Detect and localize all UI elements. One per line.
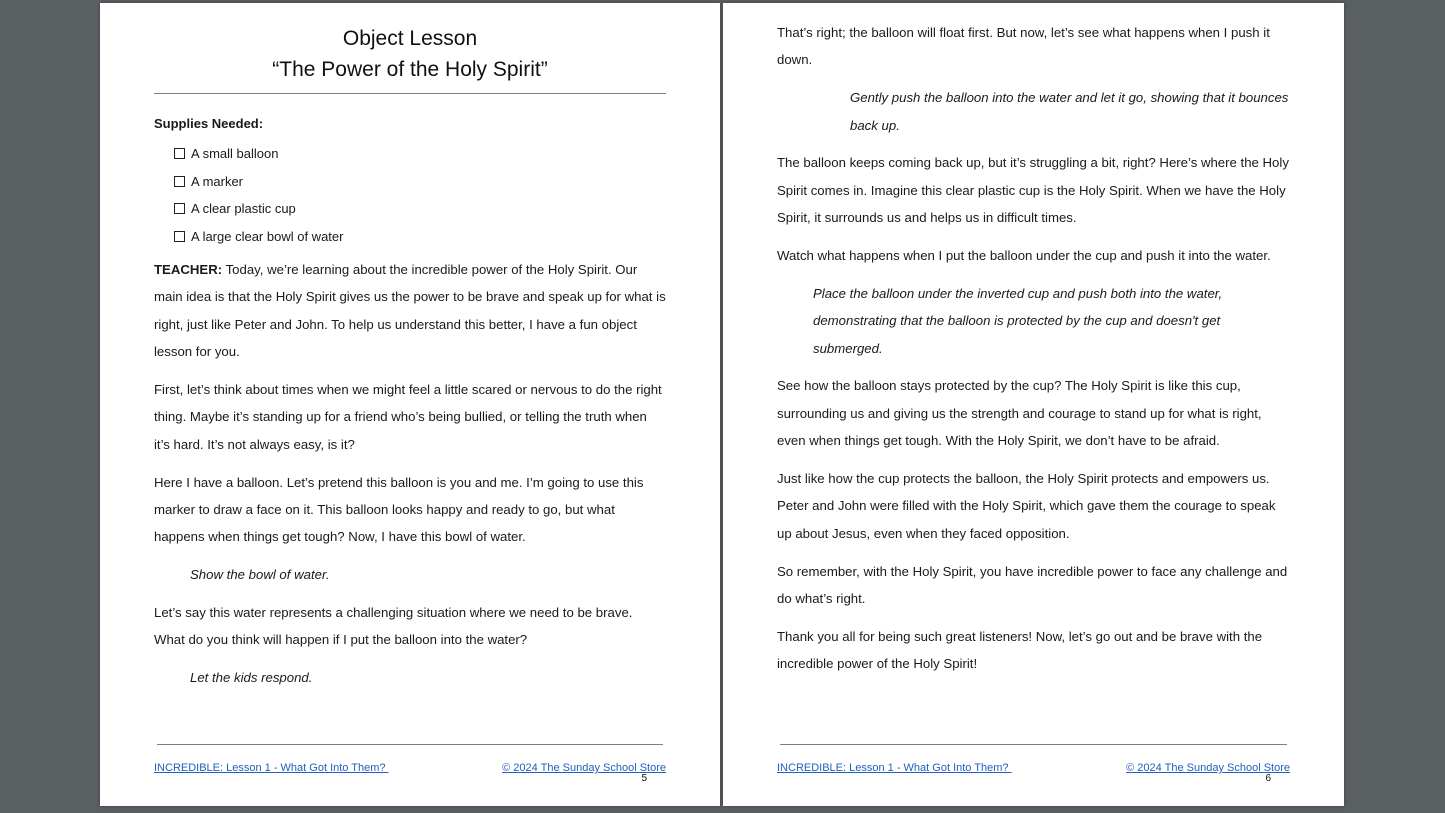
supply-item-label: A clear plastic cup (191, 201, 296, 216)
checkbox-icon (174, 203, 185, 214)
paragraph: The balloon keeps coming back up, but it’s struggling a bit, right? Here’s where the Holy Spirit comes in. Imagine this clear plastic cup is the Holy Spirit. When we have the Holy Spirit, it surrounds us and helps us in difficult times. (777, 155, 1289, 226)
stage-direction: Place the balloon under the inverted cup and push both into the water, demonstrating that the balloon is protected by the cup and doesn't get submerged. (813, 285, 1223, 356)
footer-divider (157, 744, 663, 745)
paragraph: Just like how the cup protects the balloon, the Holy Spirit protects and empowers us. Peter and John were filled with the Holy Spirit, which gave them the courage to speak up about Jesus, even when they faced opposition. (777, 471, 1276, 541)
teacher-paragraph (154, 256, 666, 366)
checkbox-icon (174, 148, 185, 159)
stage-direction: Let the kids respond. (190, 670, 313, 686)
footer-lesson-link[interactable]: INCREDIBLE: Lesson 1 - What Got Into Them? (154, 762, 389, 774)
supply-item-label: A large clear bowl of water (191, 228, 344, 244)
footer-lesson-link[interactable]: INCREDIBLE: Lesson 1 - What Got Into Them? (777, 762, 1012, 774)
stage-direction: Gently push the balloon into the water and let it go, showing that it bounces back up. (850, 90, 1289, 133)
title-line-2: “The Power of the Holy Spirit” (272, 58, 548, 81)
paragraph: That’s right; the balloon will float first. But now, let’s see what happens when I push it down. (777, 25, 1270, 68)
teacher-text: Today, we’re learning about the incredible power of the Holy Spirit. Our main idea is that the Holy Spirit gives us the power to be brave and speak up for what is right, just like Peter and John. To help us understand this better, I have a fun object lesson for you. (154, 262, 666, 360)
title-line-1: Object Lesson (342, 27, 478, 50)
paragraph: See how the balloon stays protected by the cup? The Holy Spirit is like this cup, surrounding us and giving us the strength and courage to stand up for what is right, even when things get tough. With the Holy Spirit, we don’t have to be afraid. (777, 378, 1262, 449)
document-page-6 (723, 3, 1344, 806)
checkbox-icon (174, 176, 185, 187)
footer-divider (780, 744, 1287, 745)
supply-item (174, 140, 666, 168)
supply-item (174, 168, 666, 196)
paragraph: First, let’s think about times when we might feel a little scared or nervous to do the right thing. Maybe it’s standing up for a friend who’s being bullied, or telling the truth when it’s hard. It’s not always easy, is it? (154, 382, 662, 452)
stage-direction: Show the bowl of water. (190, 567, 330, 583)
page-content (154, 23, 666, 702)
lesson-title (154, 23, 666, 85)
supply-item-label: A small balloon (191, 146, 279, 161)
page-number: 5 (641, 773, 647, 784)
paragraph: So remember, with the Holy Spirit, you have incredible power to face any challenge and do what’s right. (777, 563, 1288, 607)
checkbox-icon (174, 231, 185, 242)
supply-list (154, 140, 666, 250)
supply-item (174, 195, 666, 223)
footer-copyright-link[interactable]: © 2024 The Sunday School Store (1126, 762, 1290, 774)
page-number: 6 (1265, 773, 1271, 784)
paragraph: Thank you all for being such great listeners! Now, let’s go out and be brave with the incredible power of the Holy Spirit! (777, 628, 1263, 672)
supply-item-label: A marker (191, 173, 244, 189)
title-divider (154, 93, 666, 94)
paragraph: Here I have a balloon. Let’s pretend this balloon is you and me. I’m going to use this marker to draw a face on it. This balloon looks happy and ready to go, but what happens when things get tough? Now, I have this bowl of water. (154, 474, 644, 545)
page-content (777, 19, 1289, 688)
document-page-5 (100, 3, 720, 806)
supplies-heading: Supplies Needed: (154, 116, 264, 131)
supply-item (174, 223, 666, 251)
teacher-label: TEACHER: (154, 262, 223, 277)
paragraph: Watch what happens when I put the balloon under the cup and push it into the water. (777, 248, 1271, 264)
paragraph: Let’s say this water represents a challenging situation where we need to be brave. What do you think will happen if I put the balloon into the water? (154, 605, 633, 648)
footer-copyright-link[interactable]: © 2024 The Sunday School Store (502, 762, 666, 774)
